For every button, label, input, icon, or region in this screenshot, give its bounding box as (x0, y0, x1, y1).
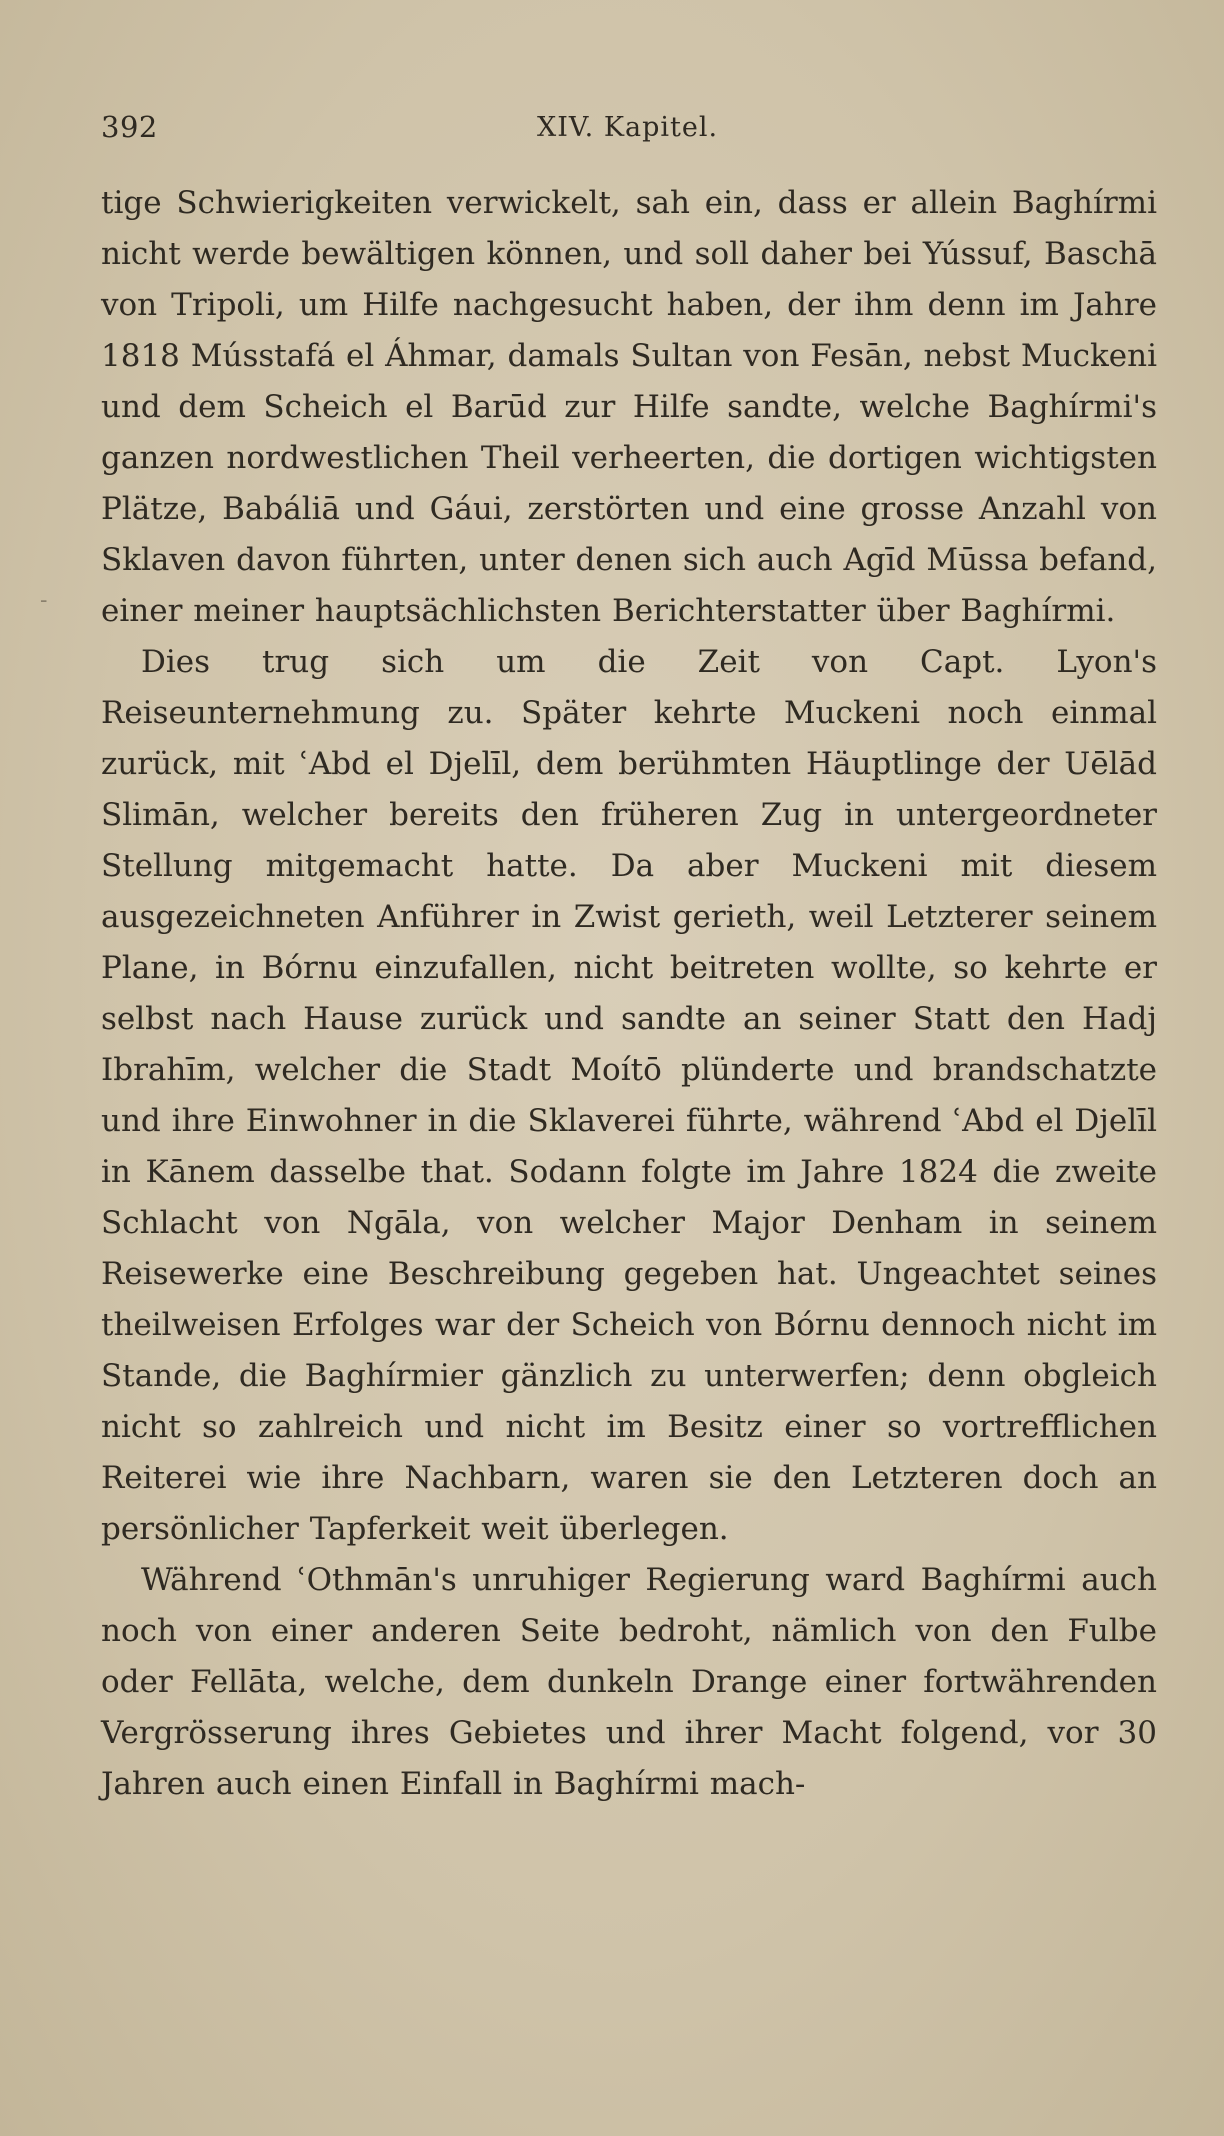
paragraph-3: Während ʿOthmān's unruhiger Regierung ward Baghírmi auch noch von einer anderen Seite bedroht, nämlich von den Fulbe oder Fellāta, welche, dem dunkeln Drange einer fortwährenden Vergrösserung ihres Gebietes und ihrer Macht folgend, vor 30 Jahren auch einen Einfall in Baghírmi mach- (101, 1562, 1157, 1802)
running-head: XIV. Kapitel. (537, 112, 719, 143)
paragraph-1: tige Schwierigkeiten verwickelt, sah ein, dass er allein Baghírmi nicht werde bewältigen können, und soll daher bei Yússuf, Baschā von Tripoli, um Hilfe nachgesucht haben, der ihm denn im Jahre 1818 Músstafá el Áhmar, damals Sultan von Fesān, nebst Muckeni und dem Scheich el Barūd zur Hilfe sandte, welche Baghírmi's ganzen nordwestlichen Theil verheerten, die dortigen wichtigsten Plätze, Babáliā und Gáui, zerstörten und eine grosse Anzahl von Sklaven davon führten, unter denen sich auch Agīd Mūssa befand, einer meiner hauptsächlichsten Berichterstatter über Baghírmi. (101, 185, 1157, 629)
paragraph-2: Dies trug sich um die Zeit von Capt. Lyon's Reiseunternehmung zu. Später kehrte Muckeni noch einmal zurück, mit ʿAbd el Djelīl, dem berühmten Häuptlinge der Uēlād Slimān, welcher bereits den früheren Zug in untergeordneter Stellung mitgemacht hatte. Da aber Muckeni mit diesem ausgezeichneten Anführer in Zwist gerieth, weil Letzterer seinem Plane, in Bórnu einzufallen, nicht beitreten wollte, so kehrte er selbst nach Hause zurück und sandte an seiner Statt den Hadj Ibrahīm, welcher die Stadt Moítō plünderte und brandschatzte und ihre Einwohner in die Sklaverei führte, während ʿAbd el Djelīl in Kānem dasselbe that. Sodann folgte im Jahre 1824 die zweite Schlacht von Ngāla, von welcher Major Denham in seinem Reisewerke eine Beschreibung gegeben hat. Ungeachtet seines theilweisen Erfolges war der Scheich von Bórnu dennoch nicht im Stande, die Baghírmier gänzlich zu unterwerfen; denn obgleich nicht so zahlreich und nicht im Besitz einer so vortrefflichen Reiterei wie ihre Nachbarn, waren sie den Letzteren doch an persönlicher Tapferkeit weit überlegen. (101, 644, 1157, 1547)
page-number: 392 (101, 110, 158, 144)
margin-mark: - (40, 588, 48, 613)
body-text (101, 178, 1157, 1810)
page-header (101, 110, 1124, 150)
